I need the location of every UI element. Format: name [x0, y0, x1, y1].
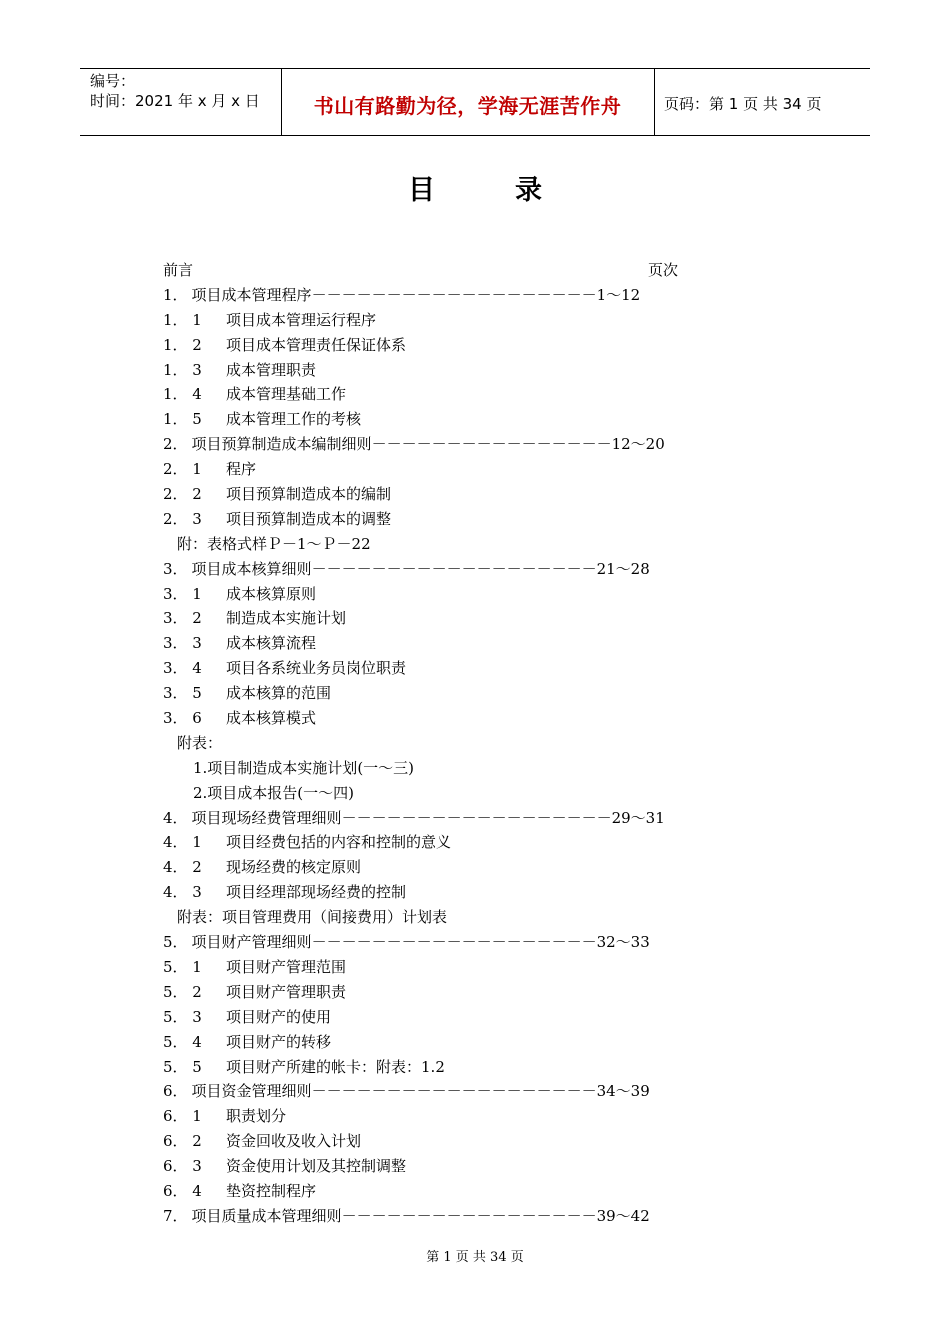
page-title [0, 168, 950, 207]
toc-entry-text: 项目资金管理细则 [191, 1082, 312, 1101]
toc-number: 2． 1 [163, 460, 202, 479]
toc-entry-text: 垫资控制程序 [226, 1181, 317, 1200]
toc-leader: －－－－－－－－－－－－－－－－－－－ [311, 1082, 597, 1101]
toc-number: 5． 5 [163, 1057, 202, 1076]
toc-number: 1． 3 [163, 360, 202, 379]
toc-row[interactable] [163, 606, 723, 631]
toc-entry-text: 项目成本核算细则 [191, 559, 312, 578]
toc-row[interactable] [163, 955, 723, 980]
toc-number: 2． 3 [163, 509, 202, 528]
toc-number: 3． 1 [163, 584, 202, 603]
toc-row[interactable] [163, 1079, 723, 1104]
toc-entry-text: 成本核算流程 [226, 634, 317, 653]
toc-row[interactable] [163, 358, 723, 383]
toc-page-range: 32～33 [596, 933, 650, 952]
toc-row[interactable] [163, 706, 723, 731]
header-page-label: 页码：第 1 页 共 34 页 [664, 95, 822, 113]
toc-number: 2． 2 [163, 485, 202, 504]
toc-number: 7． [163, 1206, 188, 1225]
toc-row[interactable] [163, 283, 723, 308]
toc-number: 5． 4 [163, 1032, 202, 1051]
toc-row[interactable] [163, 582, 723, 607]
toc-number: 5． 3 [163, 1007, 202, 1026]
toc-leader: －－－－－－－－－－－－－－－－－ [341, 1206, 597, 1225]
toc-entry-text: 制造成本实施计划 [226, 609, 347, 628]
toc-entry-text: 项目质量成本管理细则 [191, 1206, 342, 1225]
toc-row[interactable] [163, 880, 723, 905]
toc-row[interactable] [163, 656, 723, 681]
toc-row[interactable] [163, 905, 723, 930]
toc-row[interactable] [163, 532, 723, 557]
toc-row[interactable] [163, 507, 723, 532]
toc-number: 5． 1 [163, 957, 202, 976]
toc-number: 3． 6 [163, 709, 202, 728]
toc-row[interactable] [163, 308, 723, 333]
toc-row[interactable] [163, 830, 723, 855]
toc-row[interactable] [163, 1179, 723, 1204]
header-rule-top [80, 68, 870, 69]
toc-number: 2． [163, 435, 188, 454]
toc-number: 4． 2 [163, 858, 202, 877]
toc-note: 2.项目成本报告(一～四) [193, 783, 355, 802]
toc-row[interactable] [163, 1129, 723, 1154]
toc-entry-text: 项目财产管理细则 [191, 933, 312, 952]
title-right: 录 [515, 175, 542, 206]
toc-number: 3． 2 [163, 609, 202, 628]
toc-row[interactable] [163, 382, 723, 407]
toc-number: 1． 4 [163, 385, 202, 404]
toc-number: 6． 2 [163, 1132, 202, 1151]
toc-row[interactable] [163, 333, 723, 358]
toc-row[interactable] [163, 681, 723, 706]
preface-label: 前言 [163, 261, 194, 279]
toc-row[interactable] [163, 1104, 723, 1129]
toc-note: 附表：项目管理费用（间接费用）计划表 [177, 908, 448, 927]
toc-entry-text: 成本核算模式 [226, 709, 317, 728]
toc-row[interactable] [163, 1154, 723, 1179]
toc-note: 附表： [177, 733, 223, 752]
toc-entry-text: 资金回收及收入计划 [226, 1132, 362, 1151]
toc-row[interactable] [163, 432, 723, 457]
toc-leader: －－－－－－－－－－－－－－－－－－ [341, 808, 612, 827]
toc-row[interactable] [163, 407, 723, 432]
toc-entry-text: 项目预算制造成本的编制 [226, 485, 392, 504]
toc-note: 附：表格式样Ｐ－1～Ｐ－22 [177, 534, 371, 553]
toc-number: 6． 1 [163, 1107, 202, 1126]
toc-number: 4． [163, 808, 188, 827]
toc-row[interactable] [163, 980, 723, 1005]
toc-number: 3． 4 [163, 659, 202, 678]
toc-number: 5． [163, 933, 188, 952]
code-label: 编号： [90, 72, 136, 90]
toc-row[interactable] [163, 1030, 723, 1055]
toc-number: 3． [163, 559, 188, 578]
toc-row[interactable] [163, 457, 723, 482]
toc-row[interactable] [163, 806, 723, 831]
toc-number: 6． [163, 1082, 188, 1101]
toc-number: 6． 4 [163, 1181, 202, 1200]
toc-number: 3． 5 [163, 684, 202, 703]
toc-entry-text: 项目财产管理职责 [226, 982, 347, 1001]
toc-header-row [163, 258, 723, 283]
toc-page-range: 21～28 [596, 559, 650, 578]
toc-entry-text: 项目财产管理范围 [226, 957, 347, 976]
toc-entry-text: 职责划分 [226, 1107, 287, 1126]
toc-entry-text: 项目财产的转移 [226, 1032, 332, 1051]
toc-entry-text: 程序 [226, 460, 257, 479]
toc-row[interactable] [163, 731, 723, 756]
toc-row[interactable] [163, 1055, 723, 1080]
toc-entry-text: 项目成本管理程序 [191, 285, 312, 304]
header-divider-2 [654, 68, 655, 136]
toc-number: 4． 1 [163, 833, 202, 852]
toc-entry-text: 资金使用计划及其控制调整 [226, 1157, 407, 1176]
toc-entry-text: 项目经理部现场经费的控制 [226, 883, 407, 902]
toc-number: 4． 3 [163, 883, 202, 902]
toc-entry-text: 项目成本管理运行程序 [226, 310, 377, 329]
toc-row[interactable] [163, 1005, 723, 1030]
toc-row[interactable] [163, 756, 723, 781]
toc-page-range: 1～12 [596, 285, 641, 304]
toc-entry-text: 现场经费的核定原则 [226, 858, 362, 877]
toc-page-range: 12～20 [611, 435, 665, 454]
toc-entry-text: 项目经费包括的内容和控制的意义 [226, 833, 452, 852]
toc-page-range: 39～42 [596, 1206, 650, 1225]
header-rule-bottom [80, 135, 870, 136]
toc-entry-text: 项目现场经费管理细则 [191, 808, 342, 827]
header-motto: 书山有路勤为径，学海无涯苦作舟 [313, 94, 622, 118]
toc-number: 6． 3 [163, 1157, 202, 1176]
toc-number: 1． 5 [163, 410, 202, 429]
toc-row[interactable] [163, 855, 723, 880]
toc-entry-text: 项目财产所建的帐卡：附表：1.2 [226, 1057, 445, 1076]
toc-leader: －－－－－－－－－－－－－－－－－－－ [311, 285, 597, 304]
toc-row[interactable] [163, 930, 723, 955]
toc-note: 1.项目制造成本实施计划(一～三) [193, 758, 415, 777]
toc-row[interactable] [163, 781, 723, 806]
toc-entry-text: 成本管理工作的考核 [226, 410, 362, 429]
toc-row[interactable] [163, 557, 723, 582]
toc-leader: －－－－－－－－－－－－－－－－－－－ [311, 933, 597, 952]
toc-row[interactable] [163, 631, 723, 656]
toc-number: 1． 1 [163, 310, 202, 329]
time-label: 时间：2021 年 x 月 x 日 [90, 92, 260, 110]
toc-number: 1． [163, 285, 188, 304]
toc-page-range: 34～39 [596, 1082, 650, 1101]
toc-entry-text: 项目各系统业务员岗位职责 [226, 659, 407, 678]
toc-entry-text: 成本核算的范围 [226, 684, 332, 703]
toc-row[interactable] [163, 1204, 723, 1229]
toc-leader: －－－－－－－－－－－－－－－－－－－ [311, 559, 597, 578]
page-footer: 第 1 页 共 34 页 [426, 1250, 524, 1265]
table-of-contents [163, 258, 723, 1229]
toc-number: 5． 2 [163, 982, 202, 1001]
toc-entry-text: 成本核算原则 [226, 584, 317, 603]
toc-number: 3． 3 [163, 634, 202, 653]
toc-entry-text: 项目预算制造成本编制细则 [191, 435, 372, 454]
page-column-label: 页次 [648, 261, 679, 279]
toc-entry-text: 项目成本管理责任保证体系 [226, 335, 407, 354]
toc-entry-text: 项目预算制造成本的调整 [226, 509, 392, 528]
toc-number: 1． 2 [163, 335, 202, 354]
toc-entry-text: 成本管理职责 [226, 360, 317, 379]
header-meta [90, 71, 260, 111]
title-left: 目 [408, 175, 435, 206]
toc-row[interactable] [163, 482, 723, 507]
toc-page-range: 29～31 [611, 808, 665, 827]
toc-leader: －－－－－－－－－－－－－－－－ [371, 435, 612, 454]
toc-entry-text: 成本管理基础工作 [226, 385, 347, 404]
toc-entry-text: 项目财产的使用 [226, 1007, 332, 1026]
